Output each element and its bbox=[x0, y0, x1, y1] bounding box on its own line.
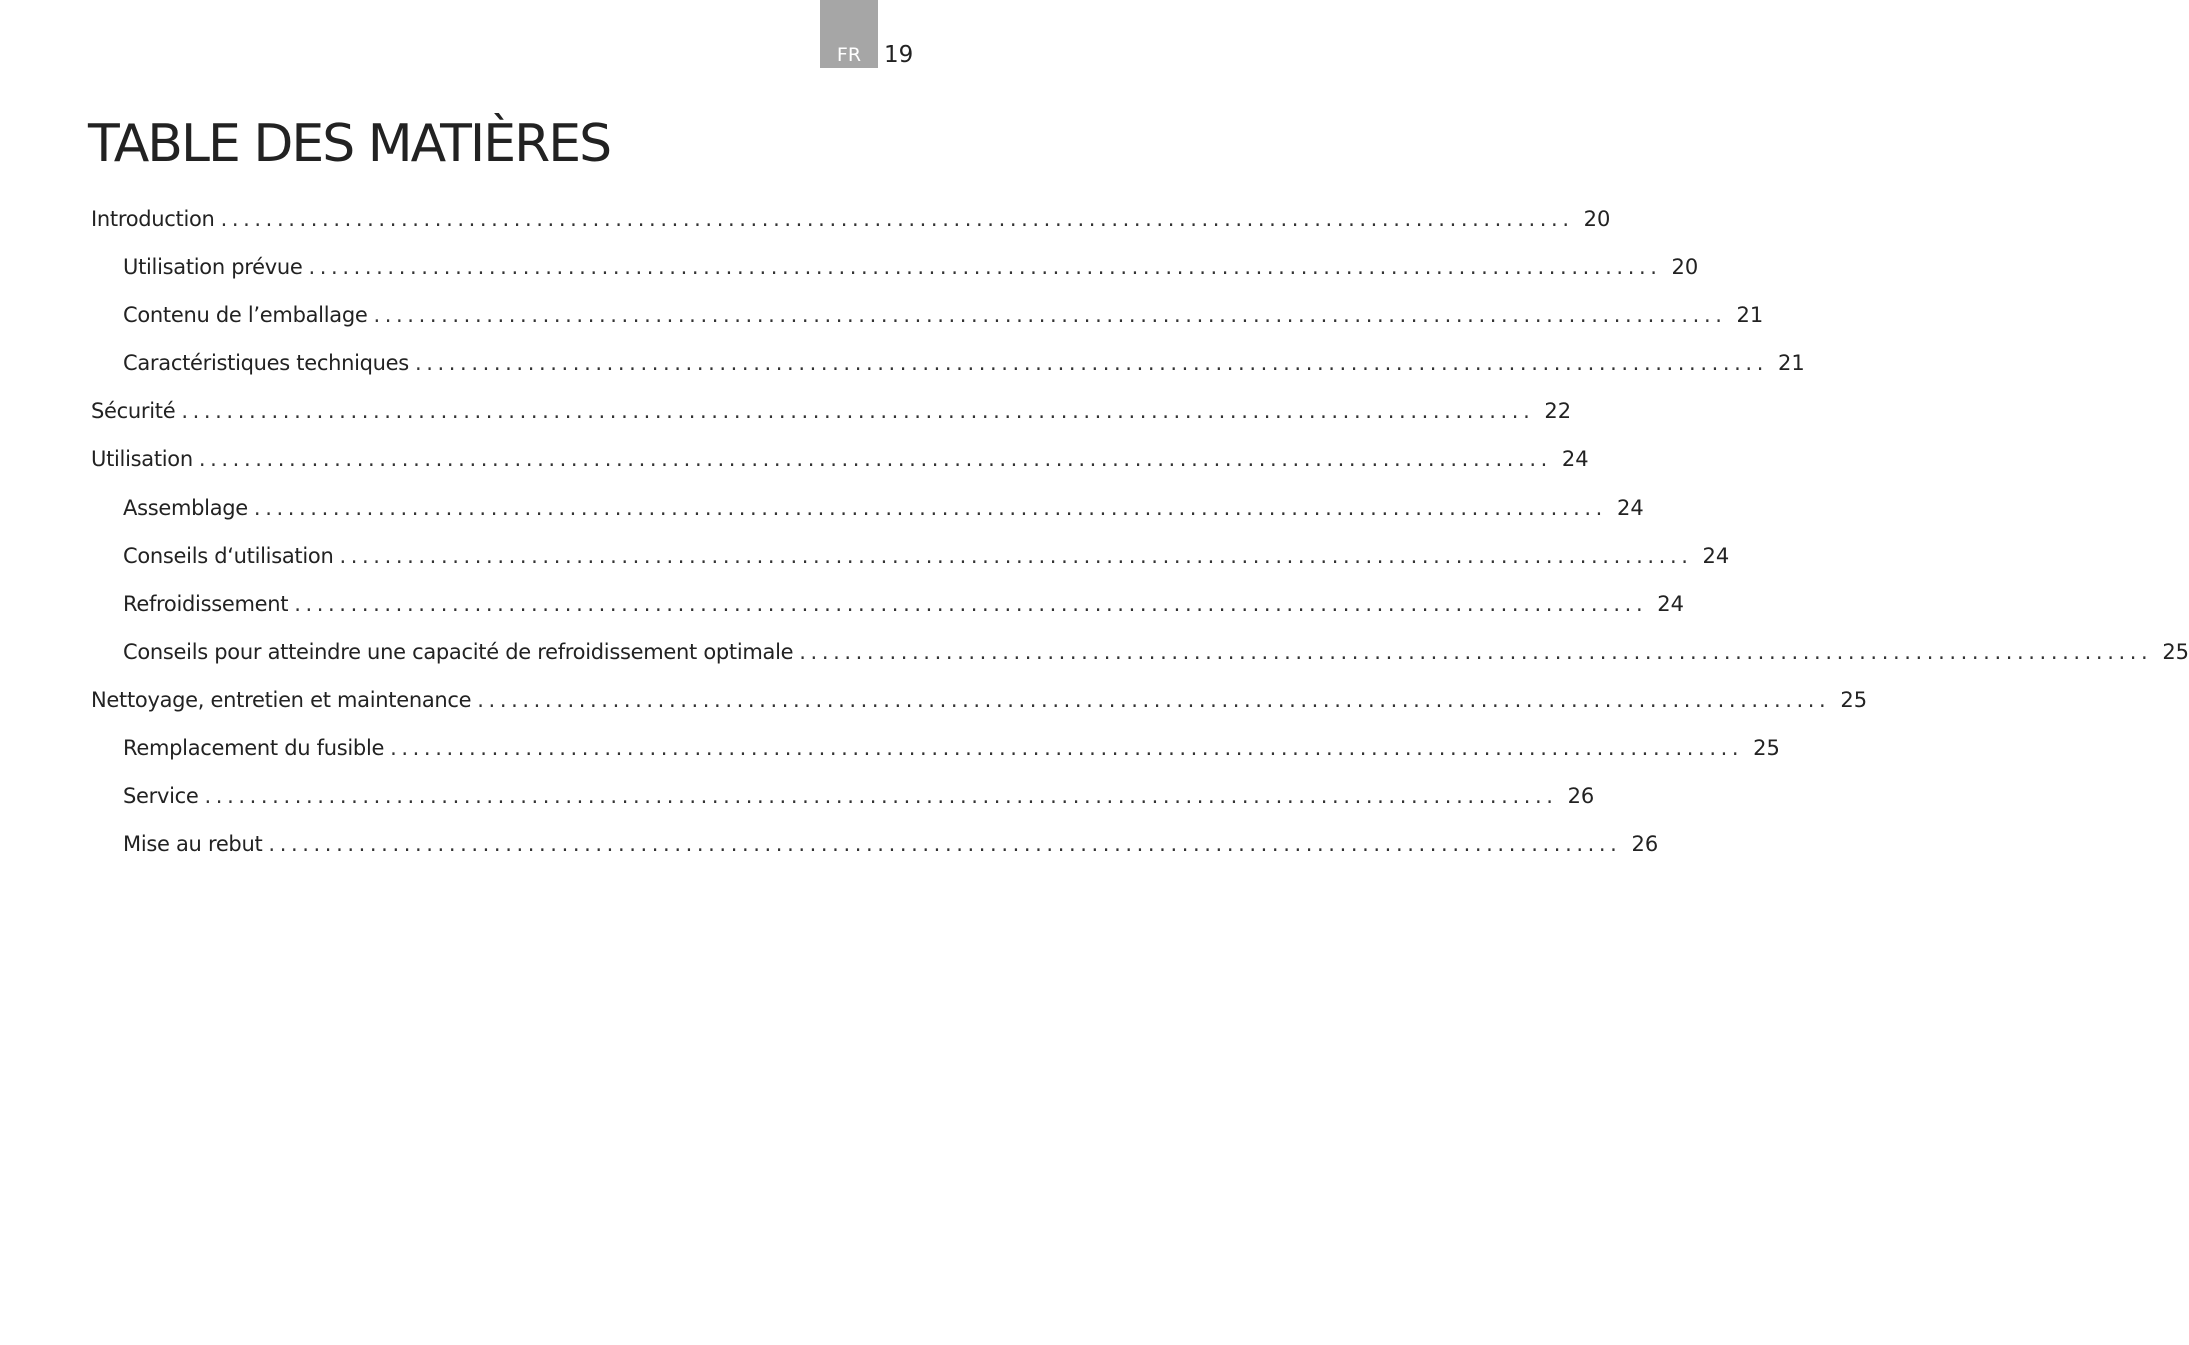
toc-entry-label: Nettoyage, entretien et maintenance bbox=[91, 687, 472, 712]
toc-entry[interactable] bbox=[91, 484, 1644, 532]
table-of-contents bbox=[91, 195, 2189, 868]
toc-entry[interactable] bbox=[91, 772, 1595, 820]
toc-entry[interactable] bbox=[91, 387, 1572, 435]
toc-leader-dots: ........................................................................................................................ bbox=[181, 399, 1535, 424]
toc-entry[interactable] bbox=[91, 724, 1780, 772]
toc-entry-label: Remplacement du fusible bbox=[123, 736, 385, 761]
page-title: TABLE DES MATIÈRES bbox=[88, 114, 611, 174]
language-tab-label: FR bbox=[836, 44, 862, 66]
toc-entry[interactable] bbox=[91, 820, 1659, 868]
toc-entry-label: Contenu de l’emballage bbox=[123, 303, 368, 328]
toc-entry[interactable] bbox=[91, 243, 1699, 291]
toc-entry[interactable] bbox=[91, 580, 1684, 628]
toc-entry-page: 20 bbox=[1583, 207, 1611, 231]
toc-entry-page: 25 bbox=[1753, 736, 1780, 761]
toc-entry[interactable] bbox=[91, 195, 1611, 243]
toc-entry-label: Service bbox=[123, 784, 199, 809]
toc-entry-label: Conseils d‘utilisation bbox=[123, 543, 334, 568]
toc-entry-page: 24 bbox=[1657, 591, 1684, 616]
toc-leader-dots: ........................................................................................................................ bbox=[373, 303, 1727, 328]
toc-entry-page: 20 bbox=[1671, 255, 1699, 280]
toc-entry-label: Sécurité bbox=[91, 399, 176, 424]
toc-leader-dots: ........................................................................................................................ bbox=[198, 447, 1552, 472]
toc-entry-page: 26 bbox=[1567, 784, 1595, 809]
toc-entry-label: Utilisation bbox=[91, 447, 193, 472]
toc-entry-label: Utilisation prévue bbox=[123, 255, 303, 280]
toc-entry[interactable] bbox=[91, 676, 1868, 724]
toc-entry[interactable] bbox=[91, 532, 1730, 580]
toc-entry-page: 25 bbox=[1840, 687, 1868, 712]
toc-entry-page: 21 bbox=[1736, 303, 1764, 328]
toc-entry-label: Refroidissement bbox=[123, 591, 289, 616]
toc-leader-dots: ........................................................................................................................ bbox=[253, 495, 1607, 520]
toc-entry-page: 25 bbox=[2162, 639, 2189, 664]
toc-leader-dots: ........................................................................................................................ bbox=[268, 832, 1622, 857]
toc-entry-label: Assemblage bbox=[123, 495, 248, 520]
toc-entry[interactable] bbox=[91, 435, 1589, 483]
toc-entry-label: Caractéristiques techniques bbox=[123, 351, 409, 376]
toc-leader-dots: ........................................................................................................................ bbox=[390, 736, 1744, 761]
toc-entry-page: 21 bbox=[1778, 351, 1805, 376]
toc-entry-page: 22 bbox=[1544, 399, 1572, 424]
toc-entry-label: Introduction bbox=[91, 207, 215, 231]
toc-leader-dots: ........................................................................................................................ bbox=[414, 351, 1768, 376]
toc-entry[interactable] bbox=[91, 628, 2189, 676]
toc-entry-page: 26 bbox=[1631, 832, 1659, 857]
toc-leader-dots: ........................................................................................................................ bbox=[294, 591, 1648, 616]
toc-entry-label: Conseils pour atteindre une capacité de refroidissement optimale bbox=[123, 639, 794, 664]
toc-entry[interactable] bbox=[91, 339, 1805, 387]
toc-leader-dots: ........................................................................................................................ bbox=[308, 255, 1662, 280]
toc-leader-dots: ........................................................................................................................ bbox=[339, 543, 1693, 568]
toc-entry-page: 24 bbox=[1702, 543, 1730, 568]
toc-entry-page: 24 bbox=[1561, 447, 1589, 472]
toc-entry-page: 24 bbox=[1616, 495, 1644, 520]
toc-leader-dots: ........................................................................................................................ bbox=[220, 207, 1574, 231]
language-tab bbox=[820, 0, 878, 68]
toc-entry-label: Mise au rebut bbox=[123, 832, 263, 857]
page-number: 19 bbox=[884, 42, 914, 68]
toc-leader-dots: ........................................................................................................................ bbox=[799, 639, 2153, 664]
toc-entry[interactable] bbox=[91, 291, 1764, 339]
toc-leader-dots: ........................................................................................................................ bbox=[477, 687, 1831, 712]
toc-leader-dots: ........................................................................................................................ bbox=[204, 784, 1558, 809]
